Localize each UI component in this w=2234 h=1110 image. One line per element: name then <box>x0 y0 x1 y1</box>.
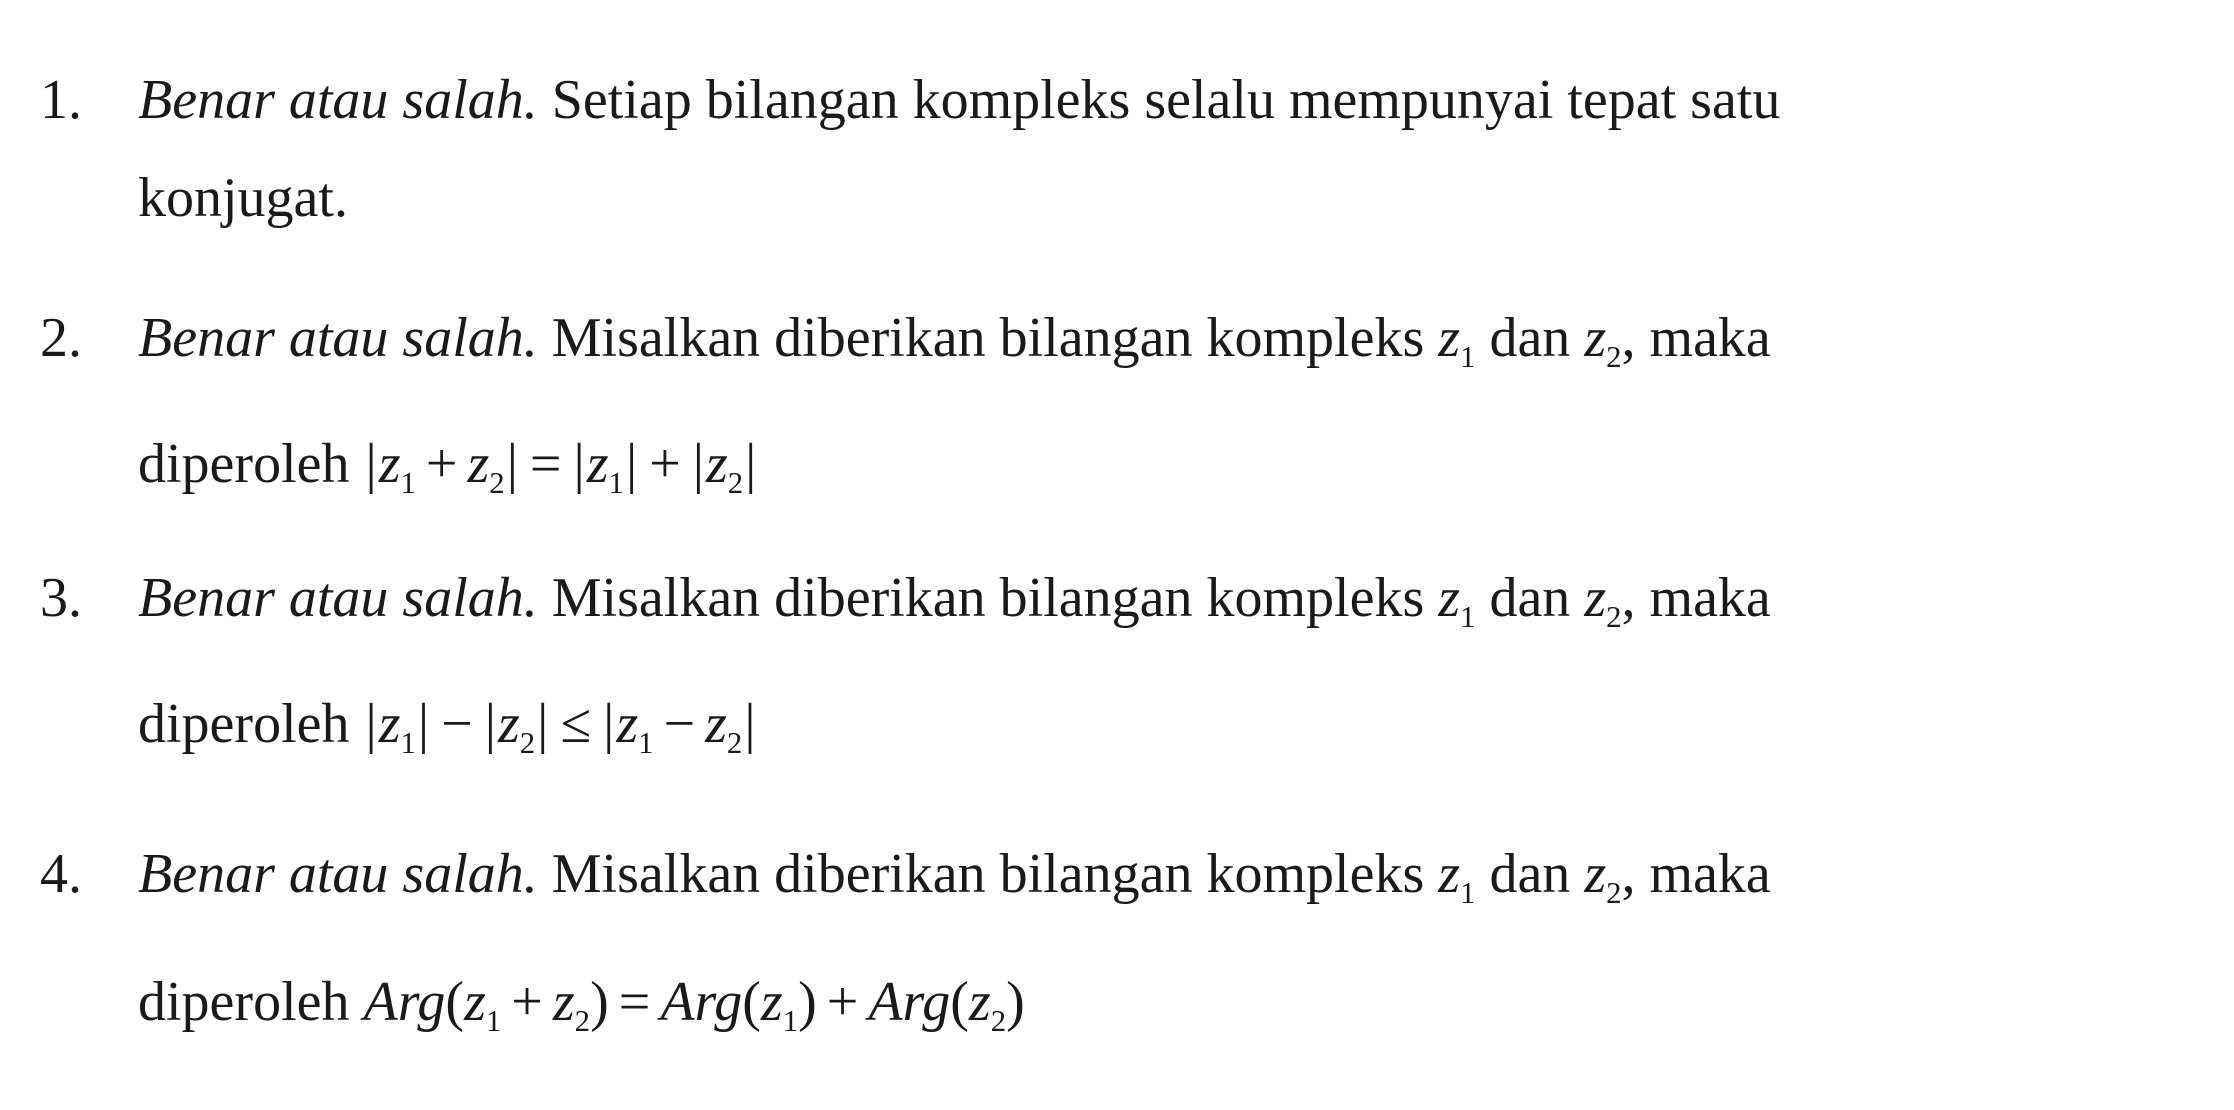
z2-var: $z_2$ <box>1584 307 1622 374</box>
item-4-text <box>138 838 1771 910</box>
item-2-text <box>138 302 1771 374</box>
item-1-statement: Setiap bilangan kompleks selalu mempunyai tepat satu <box>551 69 1781 131</box>
z1-var: $z_1$ <box>1438 567 1476 634</box>
item-2-lead: Benar atau salah. <box>138 307 538 369</box>
item-1-number: 1. <box>40 69 82 131</box>
item-3-text <box>138 562 1771 634</box>
item-3-formula: $|z_1| - |z_2| \le |z_1 - z_2|$ <box>365 693 756 760</box>
item-4-conj: dan <box>1489 843 1571 905</box>
item-4-prefix: diperoleh <box>138 971 350 1033</box>
item-1-continuation: konjugat. <box>138 167 348 229</box>
item-3-formula-line <box>138 688 758 760</box>
item-3-tail: , maka <box>1621 567 1771 629</box>
item-2-formula: $|z_1 + z_2| = |z_1| + |z_2|$ <box>365 433 757 500</box>
item-3-number: 3. <box>40 567 82 629</box>
item-2-prefix: diperoleh <box>138 433 350 495</box>
item-3-prefix: diperoleh <box>138 693 350 755</box>
item-4-statement: Misalkan diberikan bilangan kompleks <box>551 843 1425 905</box>
item-3-lead: Benar atau salah. <box>138 567 538 629</box>
item-4-lead: Benar atau salah. <box>138 843 538 905</box>
item-2-number: 2. <box>40 307 82 369</box>
item-1-text <box>138 64 1780 136</box>
item-2-formula-line <box>138 428 758 500</box>
item-4-number: 4. <box>40 843 82 905</box>
item-1-lead: Benar atau salah. <box>138 69 538 131</box>
z2-var: $z_2$ <box>1584 567 1622 634</box>
item-4-formula: $Arg(z_1 + z_2) = Arg(z_1) + Arg(z_2)$ <box>363 971 1025 1038</box>
item-4-formula-line <box>138 966 1025 1038</box>
item-3-conj: dan <box>1489 567 1571 629</box>
z1-var: $z_1$ <box>1438 843 1476 910</box>
item-3-statement: Misalkan diberikan bilangan kompleks <box>551 567 1425 629</box>
item-2-conj: dan <box>1489 307 1571 369</box>
z2-var: $z_2$ <box>1584 843 1622 910</box>
z1-var: $z_1$ <box>1438 307 1476 374</box>
item-2-statement: Misalkan diberikan bilangan kompleks <box>551 307 1425 369</box>
item-4-tail: , maka <box>1621 843 1771 905</box>
item-2-tail: , maka <box>1621 307 1771 369</box>
